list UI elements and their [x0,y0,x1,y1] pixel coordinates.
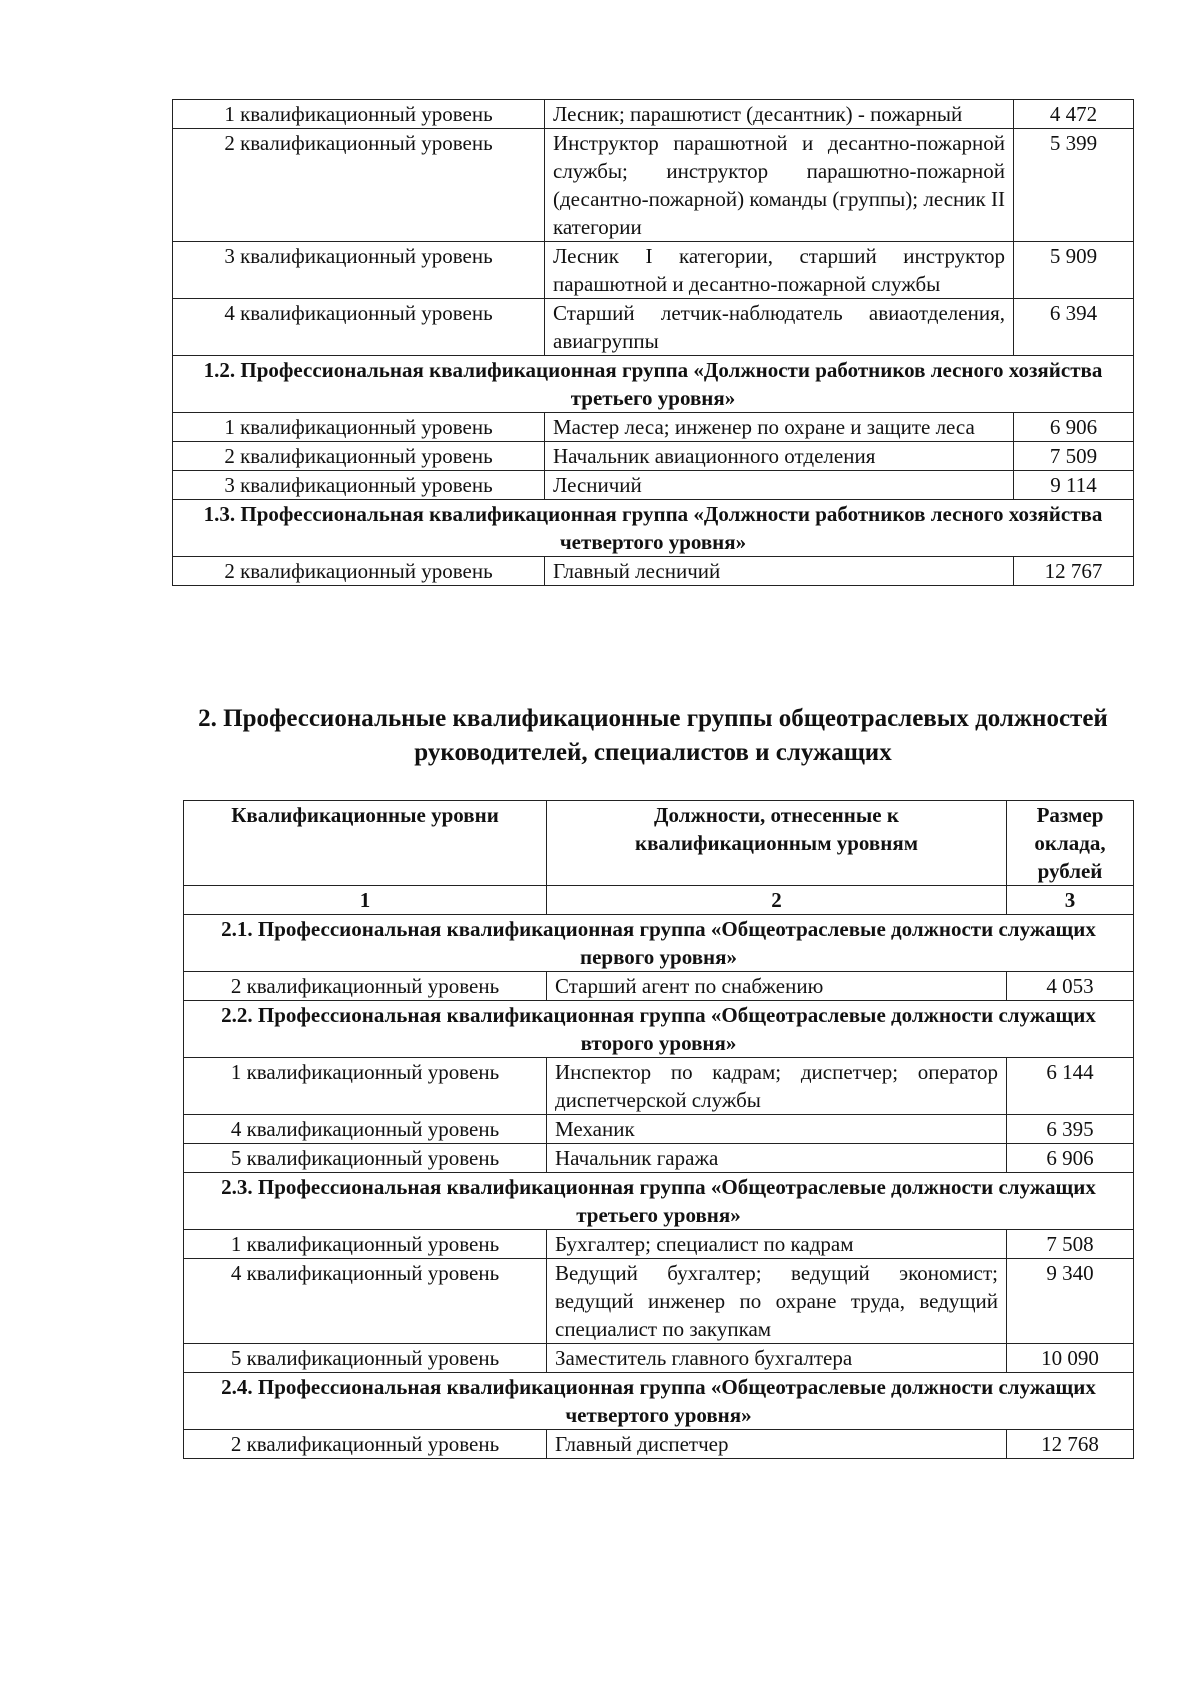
column-header-salary: Размер оклада, рублей [1007,801,1134,886]
positions-cell: Инспектор по кадрам; диспетчер; оператор диспетчерской службы [547,1058,1007,1115]
positions-cell: Механик [547,1115,1007,1144]
salary-cell: 4 053 [1007,972,1134,1001]
salary-cell: 4 472 [1014,100,1134,129]
salary-cell: 5 909 [1014,242,1134,299]
column-header-positions: Должности, отнесенные к квалификационным уровням [547,801,1007,886]
group-header-row [184,1373,1134,1430]
table-row [173,442,1134,471]
qualification-group-title: 1.3. Профессиональная квалификационная группа «Должности работников лесного хозяйства четвертого уровня» [173,500,1134,557]
positions-cell: Мастер леса; инженер по охране и защите леса [545,413,1014,442]
group-header-row [173,356,1134,413]
column-header-qualification-levels: Квалификационные уровни [184,801,547,886]
qualification-level-cell: 1 квалификационный уровень [173,100,545,129]
table-row [184,1058,1134,1115]
positions-cell: Начальник гаража [547,1144,1007,1173]
positions-cell: Лесничий [545,471,1014,500]
column-number-row [184,886,1134,915]
qualification-level-cell: 1 квалификационный уровень [184,1230,547,1259]
table-row [173,299,1134,356]
salary-table-general [183,800,1134,1459]
salary-cell: 6 906 [1007,1144,1134,1173]
group-header-row [184,915,1134,972]
qualification-group-title: 2.2. Профессиональная квалификационная группа «Общеотраслевые должности служащих второго уровня» [184,1001,1134,1058]
positions-cell: Заместитель главного бухгалтера [547,1344,1007,1373]
positions-cell: Бухгалтер; специалист по кадрам [547,1230,1007,1259]
qualification-level-cell: 5 квалификационный уровень [184,1144,547,1173]
qualification-level-cell: 3 квалификационный уровень [173,242,545,299]
table-row [184,1230,1134,1259]
qualification-level-cell: 2 квалификационный уровень [184,972,547,1001]
table-row [184,972,1134,1001]
salary-cell: 7 509 [1014,442,1134,471]
salary-table-general-head [184,801,1134,915]
qualification-level-cell: 1 квалификационный уровень [173,413,545,442]
salary-cell: 6 395 [1007,1115,1134,1144]
salary-table-forestry-body [173,100,1134,586]
table-row [184,1344,1134,1373]
qualification-level-cell: 3 квалификационный уровень [173,471,545,500]
qualification-level-cell: 2 квалификационный уровень [173,129,545,242]
table-row [173,242,1134,299]
positions-cell: Старший летчик-наблюдатель авиаотделения, авиагруппы [545,299,1014,356]
column-number: 1 [184,886,547,915]
qualification-group-title: 2.3. Профессиональная квалификационная группа «Общеотраслевые должности служащих третьего уровня» [184,1173,1134,1230]
qualification-level-cell: 5 квалификационный уровень [184,1344,547,1373]
salary-cell: 6 394 [1014,299,1134,356]
salary-cell: 9 114 [1014,471,1134,500]
qualification-level-cell: 4 квалификационный уровень [184,1259,547,1344]
table-row [173,100,1134,129]
positions-cell: Лесник; парашютист (десантник) - пожарный [545,100,1014,129]
qualification-level-cell: 4 квалификационный уровень [173,299,545,356]
table-row [173,129,1134,242]
qualification-level-cell: 2 квалификационный уровень [173,557,545,586]
salary-cell: 6 906 [1014,413,1134,442]
table-row [173,557,1134,586]
qualification-level-cell: 1 квалификационный уровень [184,1058,547,1115]
column-header-row [184,801,1134,886]
positions-cell: Лесник I категории, старший инструктор парашютной и десантно-пожарной службы [545,242,1014,299]
qualification-level-cell: 2 квалификационный уровень [173,442,545,471]
qualification-level-cell: 2 квалификационный уровень [184,1430,547,1459]
qualification-group-title: 1.2. Профессиональная квалификационная группа «Должности работников лесного хозяйства третьего уровня» [173,356,1134,413]
table-row [184,1144,1134,1173]
positions-cell: Главный диспетчер [547,1430,1007,1459]
salary-table-general-body [184,915,1134,1459]
salary-cell: 5 399 [1014,129,1134,242]
table-row [184,1430,1134,1459]
positions-cell: Инструктор парашютной и десантно-пожарной службы; инструктор парашютно-пожарной (десантно-пожарной) команды (группы); лесник II категории [545,129,1014,242]
group-header-row [184,1001,1134,1058]
positions-cell: Ведущий бухгалтер; ведущий экономист; ведущий инженер по охране труда, ведущий специалист по закупкам [547,1259,1007,1344]
salary-cell: 10 090 [1007,1344,1134,1373]
salary-table-forestry [172,99,1134,586]
group-header-row [173,500,1134,557]
salary-cell: 12 768 [1007,1430,1134,1459]
group-header-row [184,1173,1134,1230]
qualification-group-title: 2.1. Профессиональная квалификационная группа «Общеотраслевые должности служащих первого уровня» [184,915,1134,972]
section-heading: 2. Профессиональные квалификационные группы общеотраслевых должностей руководителей, специалистов и служащих [198,705,1108,766]
salary-cell: 9 340 [1007,1259,1134,1344]
table-row [173,471,1134,500]
qualification-group-title: 2.4. Профессиональная квалификационная группа «Общеотраслевые должности служащих четвертого уровня» [184,1373,1134,1430]
positions-cell: Старший агент по снабжению [547,972,1007,1001]
column-number: 3 [1007,886,1134,915]
qualification-level-cell: 4 квалификационный уровень [184,1115,547,1144]
column-number: 2 [547,886,1007,915]
salary-cell: 6 144 [1007,1058,1134,1115]
positions-cell: Главный лесничий [545,557,1014,586]
salary-cell: 7 508 [1007,1230,1134,1259]
positions-cell: Начальник авиационного отделения [545,442,1014,471]
table-row [184,1115,1134,1144]
salary-cell: 12 767 [1014,557,1134,586]
table-row [184,1259,1134,1344]
table-row [173,413,1134,442]
